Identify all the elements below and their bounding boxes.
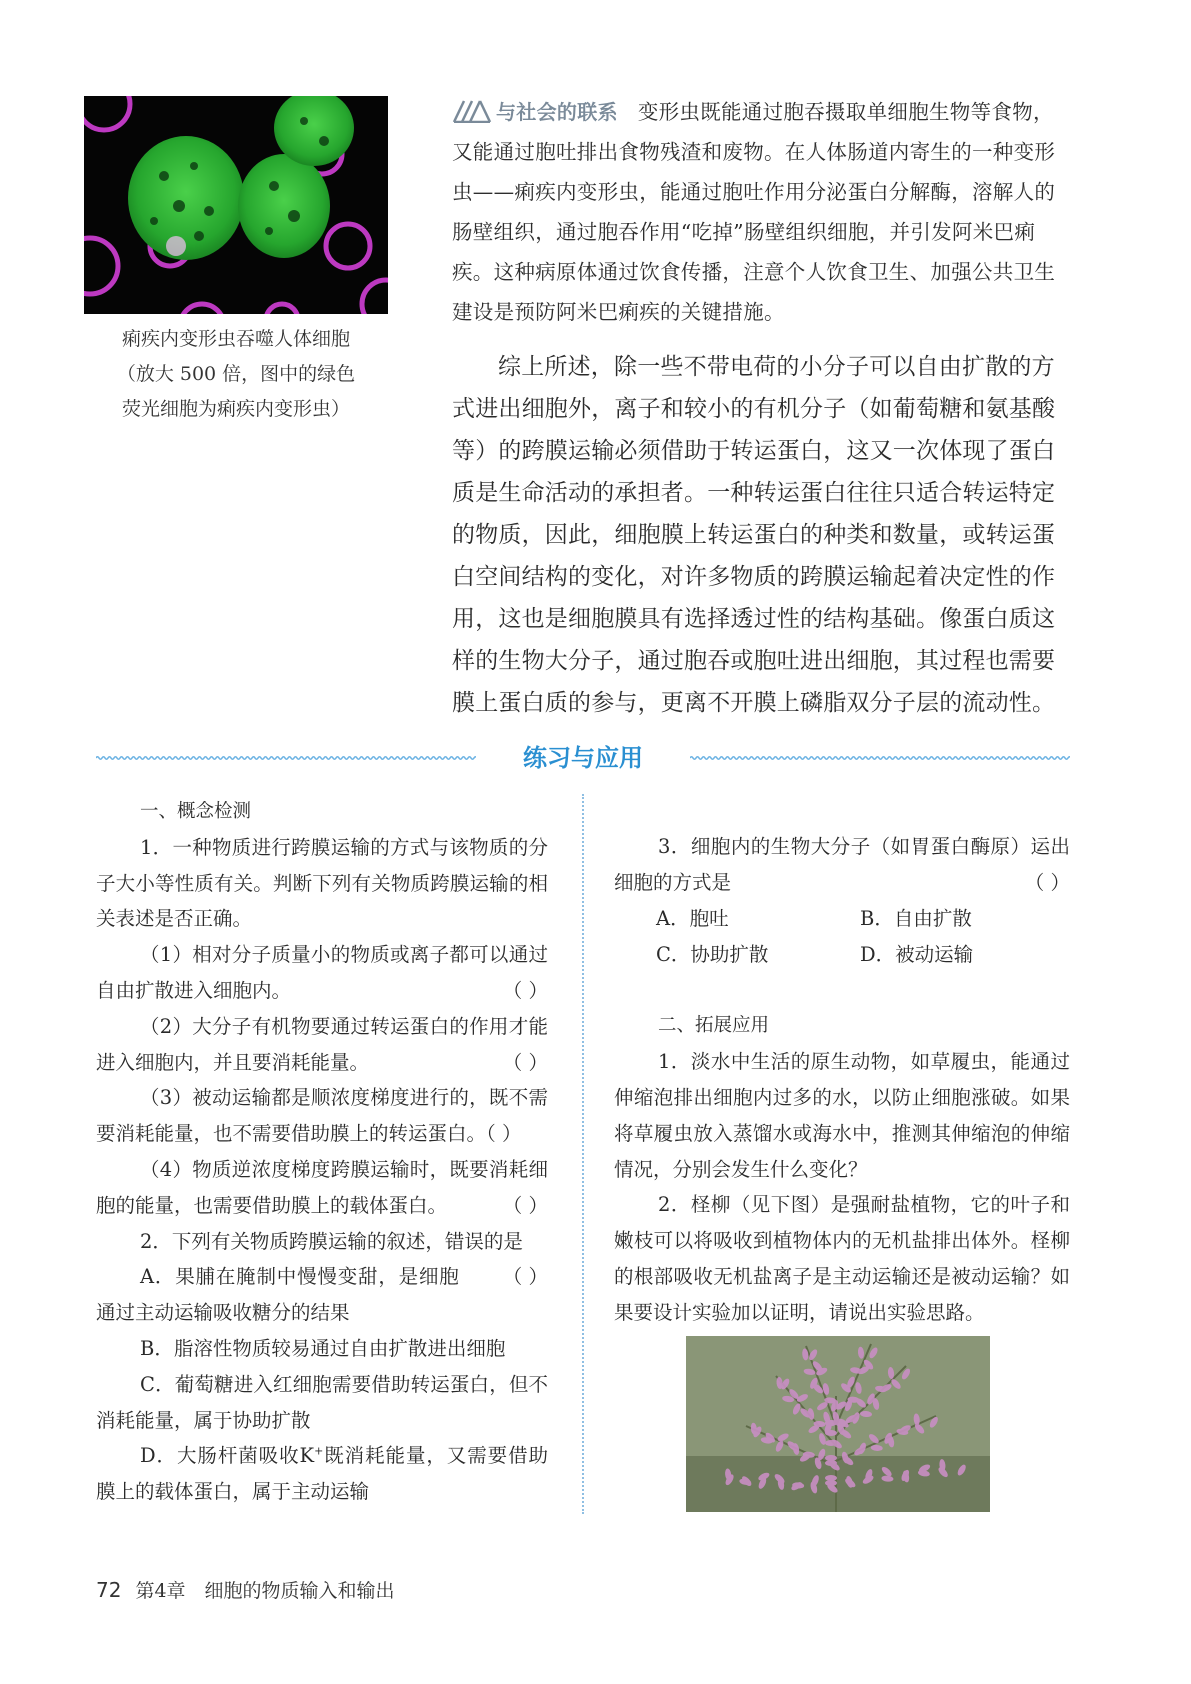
micrograph-drawing: [84, 96, 388, 314]
option-d: [96, 1438, 548, 1510]
question-3: [614, 829, 1070, 901]
option-d-text-rest: 既消耗能量，又需要借助膜上的载体蛋白，属于主动运输: [96, 1444, 548, 1504]
question-1-item: [96, 937, 548, 1009]
slash-marks-icon: [452, 99, 492, 123]
caption-line: 荧光细胞为痢疾内变形虫）: [121, 398, 350, 420]
item-text: （4）物质逆浓度梯度跨膜运输时，既要消耗细胞的能量，也需要借助膜上的载体蛋白。: [96, 1157, 548, 1217]
caption-line: 痢疾内变形虫吞噬人体细胞: [121, 328, 350, 350]
q3-options-row: [614, 937, 1070, 973]
question-text: 3．细胞内的生物大分子（如胃蛋白酶原）运出细胞的方式是: [614, 835, 1070, 895]
item-text: （3）被动运输都是顺浓度梯度进行的，既不需要消耗能量，也不需要借助膜上的转运蛋白。: [96, 1086, 548, 1146]
exercise-header: [96, 740, 1070, 776]
question-1-item: [96, 1152, 548, 1224]
summary-paragraph: 综上所述，除一些不带电荷的小分子可以自由扩散的方式进出细胞外，离子和较小的有机分子（如葡萄糖和氨基酸等）的跨膜运输必须借助于转运蛋白，这又一次体现了蛋白质是生命活动的承担者。一种转运蛋白往往只适合转运特定的物质，因此，细胞膜上转运蛋白的种类和数量，或转运蛋白空间结构的变化，对许多物质的跨膜运输起着决定性的作用，这也是细胞膜具有选择透过性的结构基础。像蛋白质这样的生物大分子，通过胞吞或胞吐进出细胞，其过程也需要膜上蛋白质的参与，更离不开膜上磷脂双分子层的流动性。: [452, 354, 1056, 716]
answer-blank: （ ）: [502, 1265, 548, 1289]
q3-option-a: A．胞吐: [656, 906, 729, 930]
section-concept-check: 一、概念检测: [140, 801, 252, 822]
answer-blank: （ ）: [502, 978, 548, 1002]
blossom-cluster: [825, 1475, 837, 1481]
extension-question-2: 2．柽柳（见下图）是强耐盐植物，它的叶子和嫩枝可以将吸收到植物体内的无机盐排出体外。柽柳的根部吸收无机盐离子是主动运输还是被动运输？如果要设计实验加以证明，请说出实验思路。: [614, 1193, 1070, 1324]
q3-option-d: D．被动运输: [860, 942, 974, 966]
page-footer: [96, 1576, 395, 1603]
question-1: 1．一种物质进行跨膜运输的方式与该物质的分子大小等性质有关。判断下列有关物质跨膜运输的相关表述是否正确。: [96, 835, 548, 931]
left-column: [96, 794, 548, 1510]
continuation-spacer: [614, 794, 1070, 830]
figure-caption: [84, 322, 388, 427]
blossom-cluster: [825, 1430, 837, 1436]
q3-options-row: [614, 901, 1070, 937]
tamarisk-photo: [686, 1336, 990, 1512]
superscript-plus: +: [314, 1444, 324, 1458]
chapter-title: 第4章 细胞的物质输入和输出: [135, 1580, 395, 1602]
society-text: 变形虫既能通过胞吞摄取单细胞生物等食物，又能通过胞吐排出食物残渣和废物。在人体肠道内寄生的一种变形虫——痢疾内变形虫，能通过胞吐作用分泌蛋白分解酶，溶解人的肠壁组织，通过胞吞作用“吃掉”肠壁组织细胞，并引发阿米巴痢疾。这种病原体通过饮食传播，注意个人饮食卫生、加强公共卫生建设是预防阿米巴痢疾的关键措施。: [452, 100, 1056, 324]
answer-blank: （ ）: [502, 1050, 548, 1074]
extension-question-1: 1．淡水中生活的原生动物，如草履虫，能通过伸缩泡排出细胞内过多的水，以防止细胞涨破。如果将草履虫放入蒸馏水或海水中，推测其伸缩泡的伸缩情况，分别会发生什么变化？: [614, 1050, 1070, 1181]
blossom-cluster: [825, 1455, 837, 1461]
option-c: C．葡萄糖进入红细胞需要借助转运蛋白，但不消耗能量，属于协助扩散: [96, 1372, 548, 1432]
item-text: （1）相对分子质量小的物质或离子都可以通过自由扩散进入细胞内。: [96, 943, 548, 1002]
answer-blank: （ ）: [486, 1122, 522, 1146]
question-1-item: [96, 1080, 548, 1152]
question-text: 2．下列有关物质跨膜运输的叙述，错误的是: [140, 1229, 523, 1253]
caption-line: （放大 500 倍，图中的绿色: [116, 363, 356, 385]
option-a: A．果脯在腌制中慢慢变甜，是细胞通过主动运输吸收糖分的结果: [96, 1265, 459, 1325]
q3-option-c: C．协助扩散: [656, 942, 769, 966]
answer-blank: （ ）: [502, 1193, 548, 1217]
option-b: B．脂溶性物质较易通过自由扩散进出细胞: [140, 1336, 506, 1360]
question-1-item: [96, 1009, 548, 1081]
question-2: [96, 1224, 548, 1289]
society-connection-box: [452, 92, 1070, 332]
section-extended-application: 二、拓展应用: [658, 1015, 770, 1037]
page-number: 72: [96, 1578, 122, 1602]
column-divider: [582, 794, 584, 1514]
tamarisk-drawing: [686, 1336, 990, 1512]
item-text: （2）大分子有机物要通过转运蛋白的作用才能进入细胞内，并且要消耗能量。: [96, 1014, 548, 1074]
amoeba-micrograph: [84, 96, 388, 314]
option-d-text: D．大肠杆菌吸收K: [140, 1444, 315, 1468]
right-column: [614, 794, 1070, 1331]
society-heading: 与社会的联系: [496, 100, 618, 124]
exercise-title: 练习与应用: [476, 740, 690, 776]
spacer: [614, 972, 1070, 1008]
answer-blank: （ ）: [1024, 871, 1070, 895]
q3-option-b: B．自由扩散: [860, 906, 972, 930]
